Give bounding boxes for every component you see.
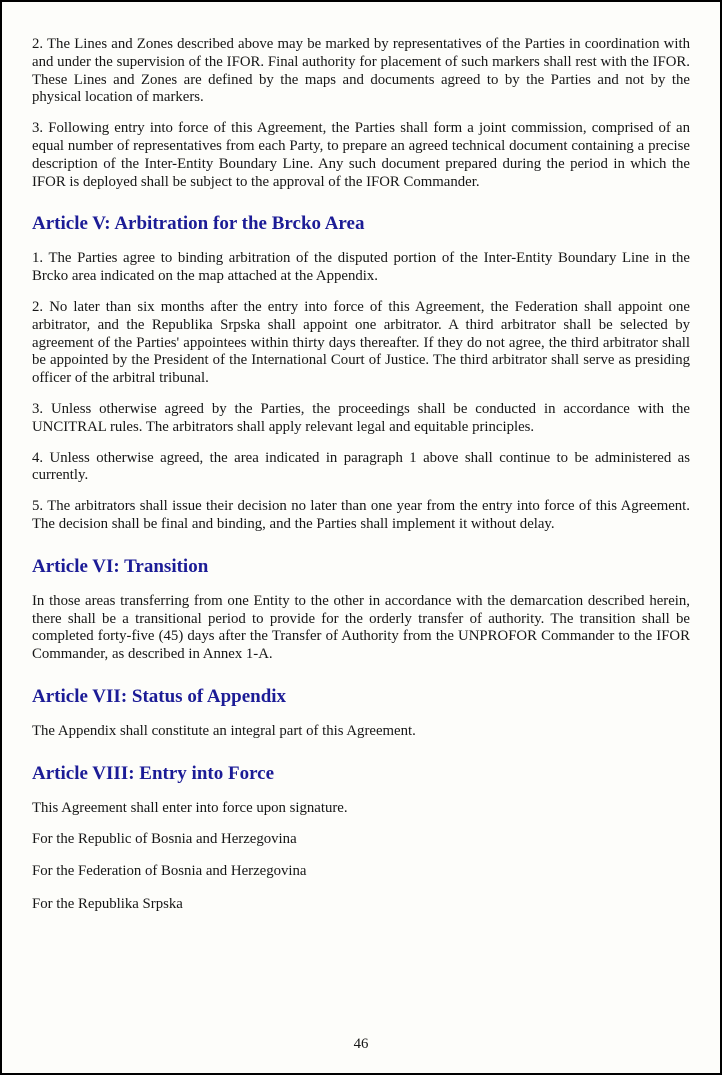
article-vii-heading: Article VII: Status of Appendix (32, 685, 287, 707)
article-viii-heading: Article VIII: Entry into Force (32, 762, 275, 784)
signature-line: For the Republika Srpska (32, 896, 183, 913)
paragraph: 5. The arbitrators shall issue their decision no later than one year from the entry into force of this Agreement. The decision shall be final and binding, and the Parties shall implement it without delay. (32, 498, 690, 532)
paragraph: 3. Following entry into force of this Agreement, the Parties shall form a joint commission, comprised of an equal number of representatives from each Party, to prepare an agreed technical document containing a precise description of the Inter-Entity Boundary Line. Any such document prepared during the period in which the IFOR is deployed shall be subject to the approval of the IFOR Commander. (32, 120, 690, 190)
signature-line: For the Republic of Bosnia and Herzegovina (32, 830, 297, 847)
paragraph: 1. The Parties agree to binding arbitration of the disputed portion of the Inter-Entity Boundary Line in the Brcko area indicated on the map attached at the Appendix. (32, 250, 690, 285)
paragraph: 2. No later than six months after the entry into force of this Agreement, the Federation shall appoint one arbitrator, and the Republika Srpska shall appoint one arbitrator. A third arbitrator shall be selected by agreement of the Parties' appointees within thirty days thereafter. If they do not agree, the third arbitrator shall be appointed by the President of the International Court of Justice. The third arbitrator shall serve as presiding officer of the arbitral tribunal. (32, 298, 690, 387)
paragraph: 4. Unless otherwise agreed, the area indicated in paragraph 1 above shall continue to be administered as currently. (32, 449, 690, 484)
signature-line: For the Federation of Bosnia and Herzegovina (32, 863, 307, 880)
paragraph: 2. The Lines and Zones described above may be marked by representatives of the Parties in coordination with and under the supervision of the IFOR. Final authority for placement of such markers shall rest with the IFOR. These Lines and Zones are defined by the maps and documents agreed to by the Parties and not by the physical location of markers. (32, 36, 690, 106)
paragraph: In those areas transferring from one Entity to the other in accordance with the demarcation described herein, there shall be a transitional period to provide for the orderly transfer of authority. The transition shall be completed forty-five (45) days after the Transfer of Authority from the UNPROFOR Commander to the IFOR Commander, as described in Annex 1-A. (32, 592, 690, 663)
paragraph: This Agreement shall enter into force upon signature. (32, 799, 348, 816)
paragraph: The Appendix shall constitute an integral part of this Agreement. (32, 722, 416, 739)
article-v-heading: Article V: Arbitration for the Brcko Area (32, 213, 365, 235)
page-number: 46 (353, 1036, 369, 1052)
article-vi-heading: Article VI: Transition (32, 555, 209, 577)
paragraph: 3. Unless otherwise agreed by the Parties, the proceedings shall be conducted in accordance with the UNCITRAL rules. The arbitrators shall apply relevant legal and equitable principles. (32, 400, 690, 435)
